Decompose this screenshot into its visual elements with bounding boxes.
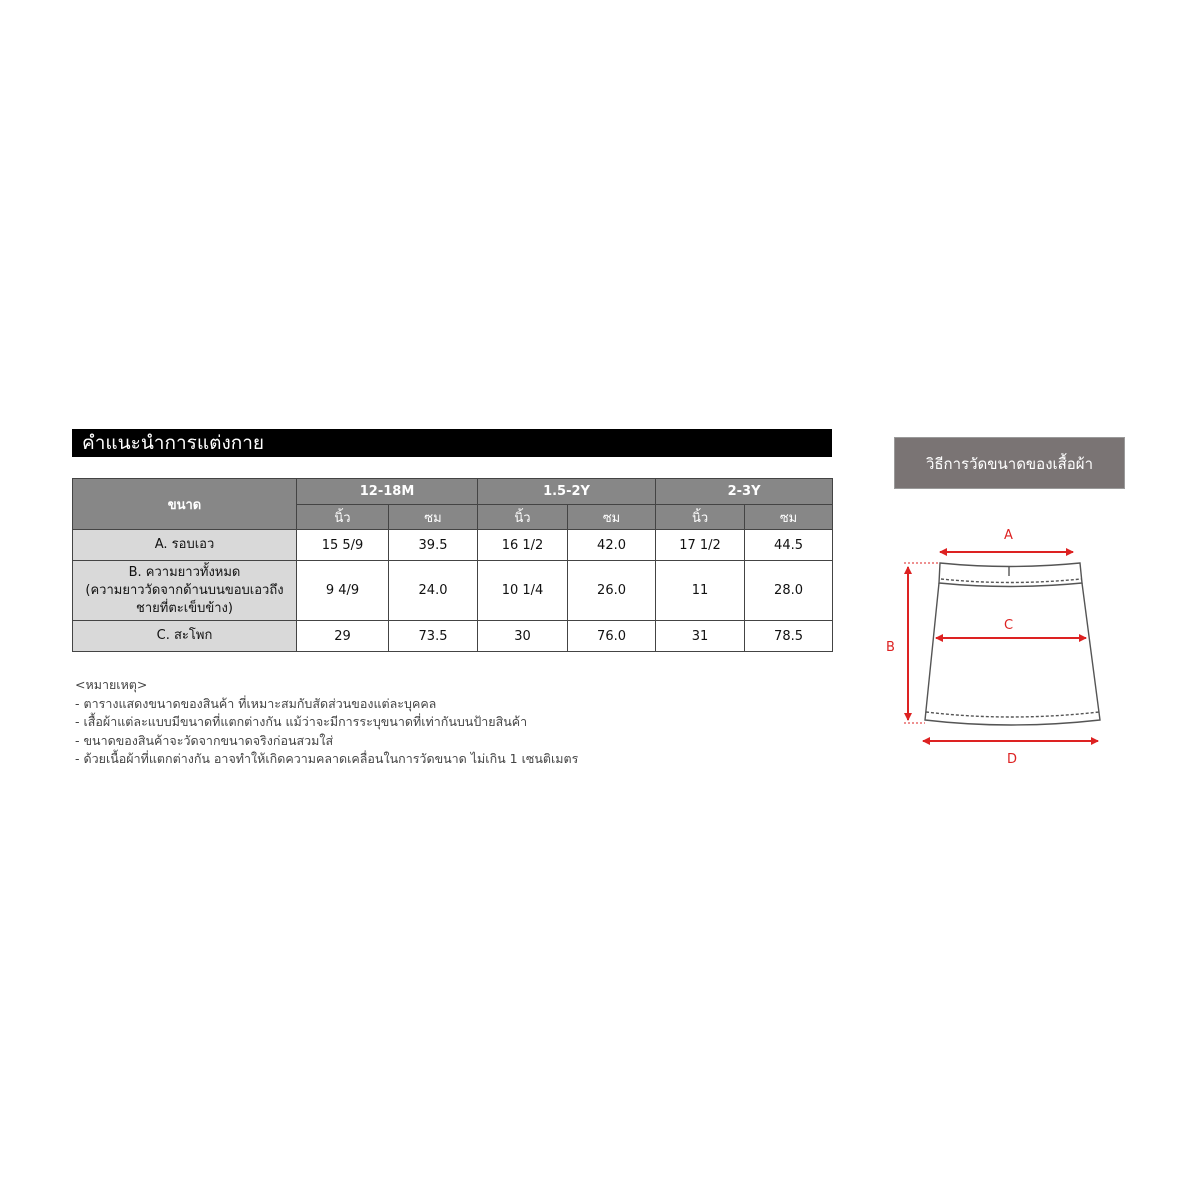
table-cell: 30 [478,621,568,652]
size-col-12-18m: 12-18M [297,479,478,505]
unit-cm: ซม [745,505,833,530]
row-label-hip [73,621,297,652]
unit-inch: นิ้ว [297,505,389,530]
table-cell: 28.0 [745,561,833,621]
howto-measure-title: วิธีการวัดขนาดของเสื้อผ้า [894,437,1125,489]
label-d: D [1007,752,1018,767]
table-cell: 39.5 [389,530,478,561]
table-cell: 42.0 [568,530,656,561]
skirt-outline [925,563,1100,725]
table-cell: 17 1/2 [656,530,745,561]
notes [75,676,578,769]
unit-cm: ซม [568,505,656,530]
row-label-line: A. รอบเอว [154,537,215,552]
note-item: - เสื้อผ้าแต่ละแบบมีขนาดที่แตกต่างกัน แม้ว่าจะมีการระบุขนาดที่เท่ากันบนป้ายสินค้า [75,714,528,729]
note-item: - ด้วยเนื้อผ้าที่แตกต่างกัน อาจทำให้เกิดความคลาดเคลื่อนในการวัดขนาด ไม่เกิน 1 เซนติเมตร [75,751,579,766]
label-a: A [1004,528,1013,543]
note-item: - ขนาดของสินค้าจะวัดจากขนาดจริงก่อนสวมใส่ [75,732,334,748]
unit-inch: นิ้ว [478,505,568,530]
table-cell: 9 4/9 [297,561,389,621]
table-row [73,561,833,621]
size-col-2-3y: 2-3Y [656,479,833,505]
size-col-1-5-2y: 1.5-2Y [478,479,656,505]
table-cell: 31 [656,621,745,652]
skirt-measurement-diagram [870,520,1120,780]
row-label-waist [73,530,297,561]
table-cell: 16 1/2 [478,530,568,561]
table-cell: 44.5 [745,530,833,561]
unit-inch: นิ้ว [656,505,745,530]
size-table [72,478,833,652]
note-item: - ตารางแสดงขนาดของสินค้า ที่เหมาะสมกับสัดส่วนของแต่ละบุคคล [75,695,437,711]
table-cell: 73.5 [389,621,478,652]
row-label-line: B. ความยาวทั้งหมด [128,564,241,580]
table-row [73,530,833,561]
unit-cm: ซม [389,505,478,530]
row-label-length [73,561,297,621]
row-label-line: C. สะโพก [156,628,213,643]
page-title: คำแนะนำการแต่งกาย [72,429,832,457]
table-cell: 26.0 [568,561,656,621]
table-cell: 10 1/4 [478,561,568,621]
table-cell: 76.0 [568,621,656,652]
table-cell: 24.0 [389,561,478,621]
row-label-line: (ความยาววัดจากด้านบนขอบเอวถึง [85,582,284,598]
notes-heading: <หมายเหตุ> [75,677,148,692]
table-cell: 15 5/9 [297,530,389,561]
table-cell: 11 [656,561,745,621]
size-header: ขนาด [73,479,297,530]
label-b: B [886,640,895,655]
row-label-line: ชายที่ตะเข็บข้าง) [136,600,233,616]
table-cell: 29 [297,621,389,652]
table-cell: 78.5 [745,621,833,652]
label-c: C [1004,618,1014,633]
table-row [73,621,833,652]
